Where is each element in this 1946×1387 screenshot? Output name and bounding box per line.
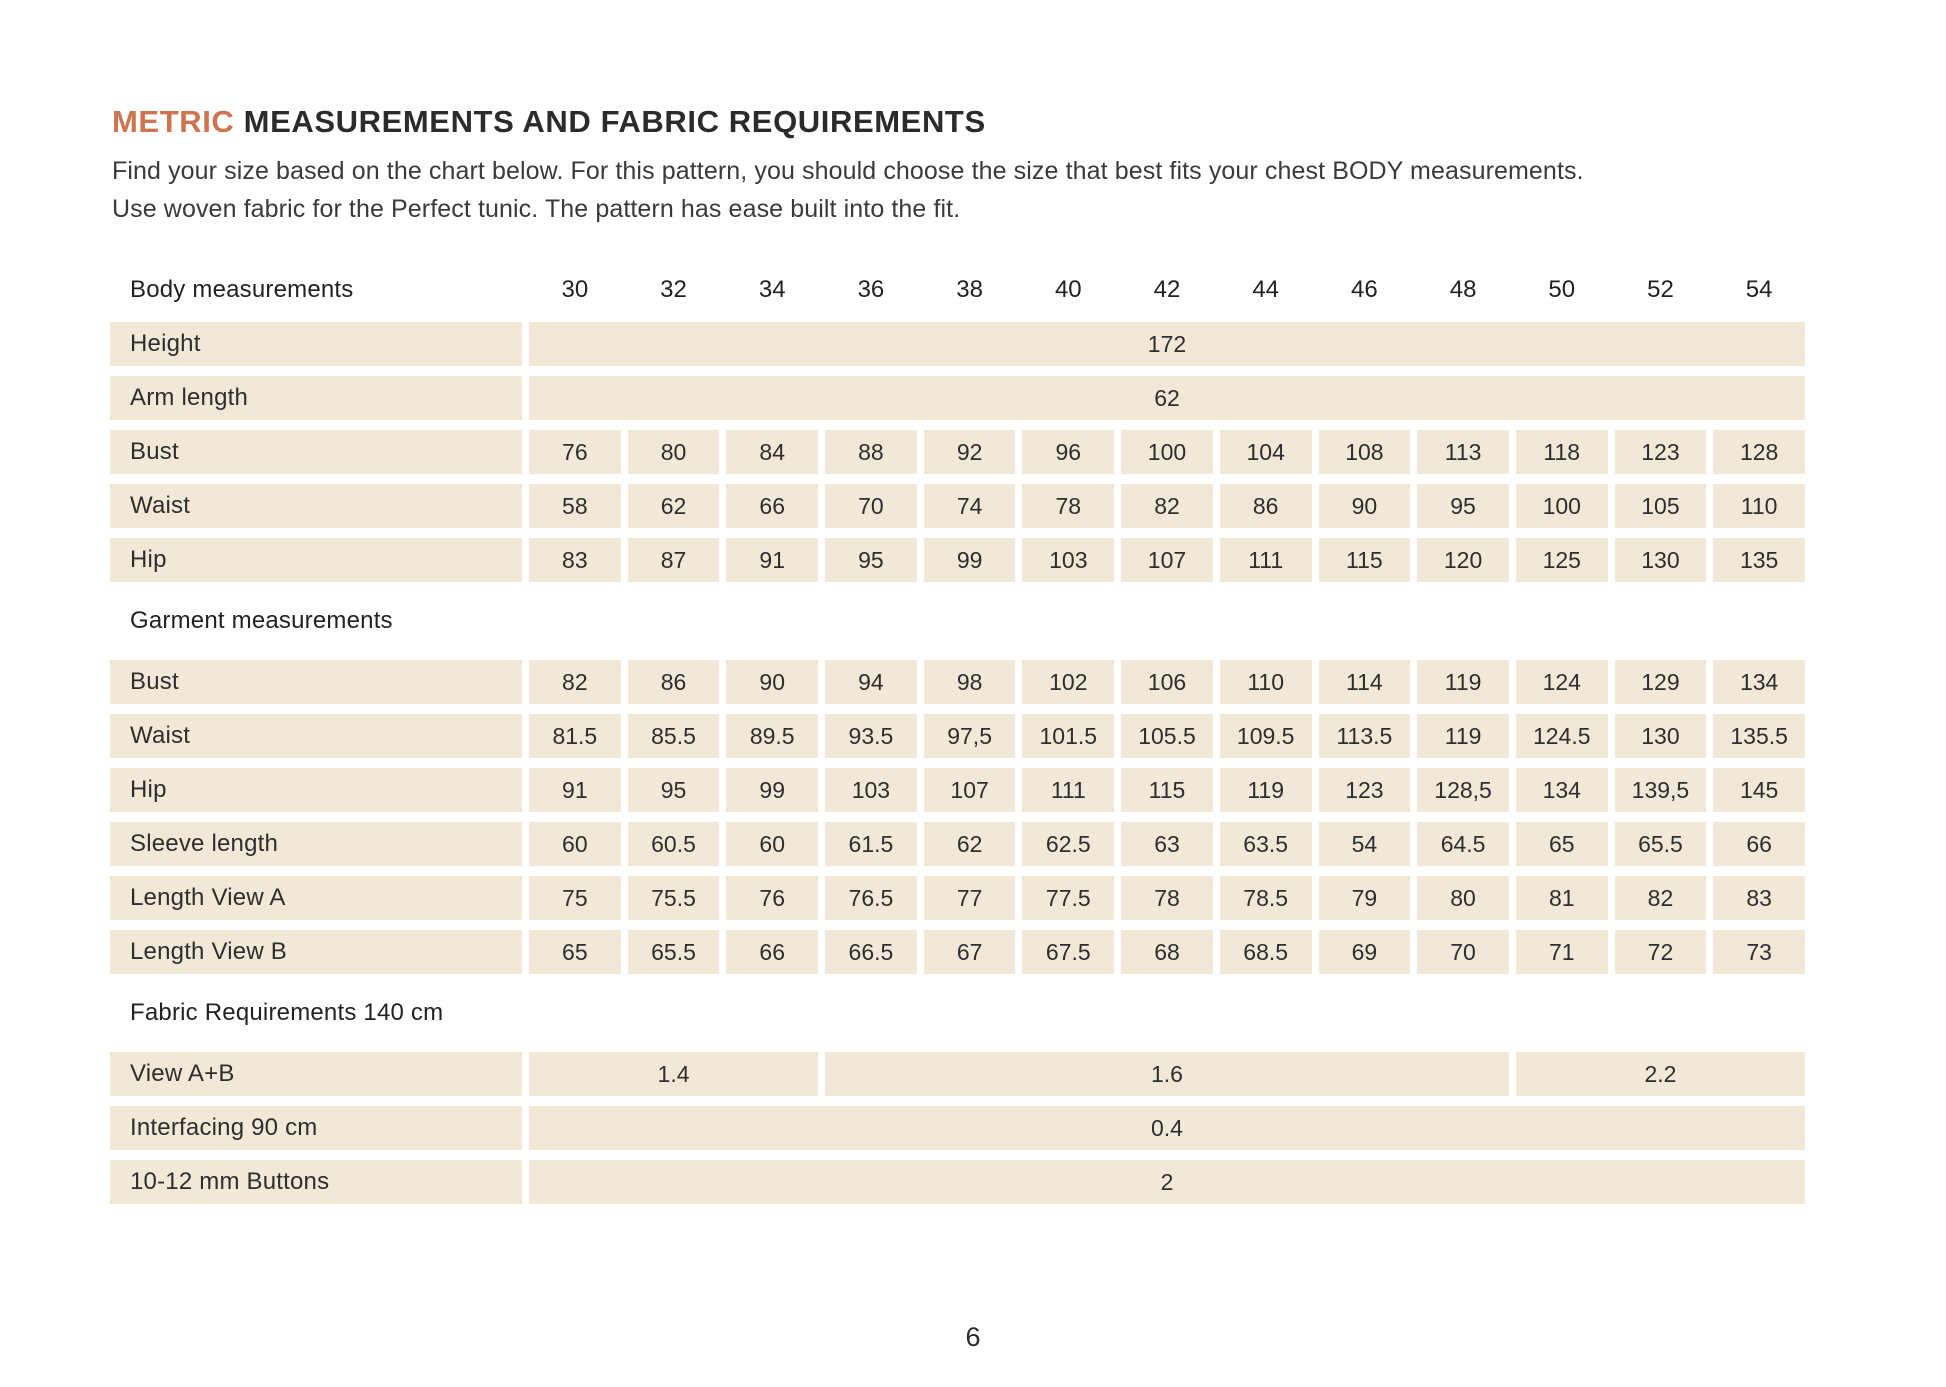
size-column-header: 40 <box>1054 276 1082 303</box>
table-cell: 82 <box>1121 484 1213 528</box>
table-cell: 97,5 <box>924 714 1016 758</box>
table-cell: 54 <box>1319 822 1411 866</box>
table-row-label: Length View A <box>110 876 522 920</box>
table-section-header: Fabric Requirements 140 cm <box>110 984 1805 1042</box>
size-column-header: 32 <box>660 276 687 303</box>
size-column-header: 44 <box>1252 276 1280 303</box>
table-cell: 100 <box>1121 430 1213 474</box>
table-cell: 94 <box>825 660 917 704</box>
table-cell: 78 <box>1022 484 1114 528</box>
table-cell: 102 <box>1022 660 1114 704</box>
document-page <box>110 0 1805 1204</box>
table-cell: 89.5 <box>726 714 818 758</box>
table-cell: 82 <box>529 660 621 704</box>
table-cell: 99 <box>924 538 1016 582</box>
table-cell: 134 <box>1516 768 1608 812</box>
table-cell: 134 <box>1713 660 1805 704</box>
table-cell: 114 <box>1319 660 1411 704</box>
table-cell: 111 <box>1022 768 1114 812</box>
table-cell: 73 <box>1713 930 1805 974</box>
table-cell: 113.5 <box>1319 714 1411 758</box>
table-cell: 77 <box>924 876 1016 920</box>
table-cell: 107 <box>1121 538 1213 582</box>
table-cell: 82 <box>1615 876 1707 920</box>
table-span-cell: 2 <box>529 1160 1805 1204</box>
table-cell: 95 <box>825 538 917 582</box>
table-cell: 75 <box>529 876 621 920</box>
table-cell: 105 <box>1615 484 1707 528</box>
table-cell: 80 <box>628 430 720 474</box>
table-cell: 125 <box>1516 538 1608 582</box>
table-cell: 90 <box>1319 484 1411 528</box>
size-column-header: 54 <box>1745 276 1773 303</box>
table-cell: 75.5 <box>628 876 720 920</box>
size-column-header: 30 <box>561 276 589 303</box>
intro-text <box>112 152 1805 228</box>
table-row-label: Hip <box>110 768 522 812</box>
table-cell: 109.5 <box>1220 714 1312 758</box>
table-cell: 115 <box>1319 538 1411 582</box>
table-cell: 95 <box>628 768 720 812</box>
table-cell: 111 <box>1220 538 1312 582</box>
size-column-header: 52 <box>1647 276 1674 303</box>
table-cell: 145 <box>1713 768 1805 812</box>
table-cell: 91 <box>529 768 621 812</box>
table-cell: 104 <box>1220 430 1312 474</box>
table-cell: 78 <box>1121 876 1213 920</box>
table-cell: 65.5 <box>628 930 720 974</box>
table-row-label: Arm length <box>110 376 522 420</box>
intro-line-1: Find your size based on the chart below. For this pattern, you should choose the size that best fits your chest BODY measurements. <box>112 157 1584 185</box>
table-cell: 60 <box>726 822 818 866</box>
table-row-label: View A+B <box>110 1052 522 1096</box>
intro-line-2: Use woven fabric for the Perfect tunic. The pattern has ease built into the fit. <box>112 195 961 223</box>
table-cell: 130 <box>1615 714 1707 758</box>
table-cell: 115 <box>1121 768 1213 812</box>
table-cell: 86 <box>1220 484 1312 528</box>
table-cell: 72 <box>1615 930 1707 974</box>
table-cell: 64.5 <box>1417 822 1509 866</box>
table-cell: 66 <box>726 484 818 528</box>
table-cell: 70 <box>825 484 917 528</box>
table-cell: 63 <box>1121 822 1213 866</box>
table-span-cell: 2.2 <box>1516 1052 1805 1096</box>
size-column-header: 50 <box>1548 276 1576 303</box>
table-span-cell: 0.4 <box>529 1106 1805 1150</box>
table-cell: 74 <box>924 484 1016 528</box>
table-row-label: Sleeve length <box>110 822 522 866</box>
table-cell: 62 <box>628 484 720 528</box>
table-cell: 135.5 <box>1713 714 1805 758</box>
table-cell: 83 <box>1713 876 1805 920</box>
table-cell: 108 <box>1319 430 1411 474</box>
table-cell: 105.5 <box>1121 714 1213 758</box>
table-cell: 70 <box>1417 930 1509 974</box>
size-column-header: 48 <box>1449 276 1477 303</box>
table-header-body-measurements: Body measurements <box>110 268 522 312</box>
table-cell: 86 <box>628 660 720 704</box>
table-cell: 67 <box>924 930 1016 974</box>
table-cell: 92 <box>924 430 1016 474</box>
table-cell: 76.5 <box>825 876 917 920</box>
table-cell: 62 <box>924 822 1016 866</box>
table-cell: 130 <box>1615 538 1707 582</box>
table-cell: 76 <box>529 430 621 474</box>
table-cell: 95 <box>1417 484 1509 528</box>
table-cell: 71 <box>1516 930 1608 974</box>
table-cell: 103 <box>1022 538 1114 582</box>
table-cell: 107 <box>924 768 1016 812</box>
table-cell: 69 <box>1319 930 1411 974</box>
table-cell: 120 <box>1417 538 1509 582</box>
table-row-label: Waist <box>110 484 522 528</box>
table-cell: 124 <box>1516 660 1608 704</box>
table-span-cell: 1.6 <box>825 1052 1509 1096</box>
table-row-label: Height <box>110 322 522 366</box>
table-cell: 119 <box>1220 768 1312 812</box>
size-column-header: 46 <box>1351 276 1378 303</box>
table-cell: 124.5 <box>1516 714 1608 758</box>
table-cell: 60 <box>529 822 621 866</box>
table-cell: 135 <box>1713 538 1805 582</box>
table-cell: 90 <box>726 660 818 704</box>
table-row-label: Waist <box>110 714 522 758</box>
table-span-cell: 62 <box>529 376 1805 420</box>
table-row-label: Bust <box>110 430 522 474</box>
table-cell: 61.5 <box>825 822 917 866</box>
table-cell: 68 <box>1121 930 1213 974</box>
table-cell: 65 <box>529 930 621 974</box>
table-cell: 66 <box>1713 822 1805 866</box>
table-cell: 65.5 <box>1615 822 1707 866</box>
table-row-label: Length View B <box>110 930 522 974</box>
table-row-label: Bust <box>110 660 522 704</box>
table-cell: 84 <box>726 430 818 474</box>
table-section-header: Garment measurements <box>110 592 1805 650</box>
table-cell: 91 <box>726 538 818 582</box>
page-title <box>112 104 1805 140</box>
table-span-cell: 172 <box>529 322 1805 366</box>
table-row-label: Interfacing 90 cm <box>110 1106 522 1150</box>
size-column-header: 42 <box>1153 276 1181 303</box>
table-cell: 128 <box>1713 430 1805 474</box>
table-cell: 96 <box>1022 430 1114 474</box>
table-cell: 81.5 <box>529 714 621 758</box>
table-cell: 110 <box>1220 660 1312 704</box>
table-cell: 118 <box>1516 430 1608 474</box>
table-cell: 88 <box>825 430 917 474</box>
table-cell: 103 <box>825 768 917 812</box>
table-cell: 100 <box>1516 484 1608 528</box>
table-cell: 106 <box>1121 660 1213 704</box>
table-cell: 123 <box>1615 430 1707 474</box>
table-cell: 62.5 <box>1022 822 1114 866</box>
size-table <box>110 268 1805 1204</box>
table-span-cell: 1.4 <box>529 1052 818 1096</box>
size-column-header: 36 <box>857 276 885 303</box>
table-cell: 139,5 <box>1615 768 1707 812</box>
table-cell: 101.5 <box>1022 714 1114 758</box>
table-row-label: 10-12 mm Buttons <box>110 1160 522 1204</box>
table-cell: 87 <box>628 538 720 582</box>
table-cell: 98 <box>924 660 1016 704</box>
table-cell: 83 <box>529 538 621 582</box>
table-cell: 119 <box>1417 714 1509 758</box>
table-cell: 81 <box>1516 876 1608 920</box>
table-cell: 128,5 <box>1417 768 1509 812</box>
table-cell: 65 <box>1516 822 1608 866</box>
table-cell: 80 <box>1417 876 1509 920</box>
table-cell: 113 <box>1417 430 1509 474</box>
size-column-header: 34 <box>758 276 786 303</box>
table-cell: 129 <box>1615 660 1707 704</box>
table-cell: 76 <box>726 876 818 920</box>
table-cell: 78.5 <box>1220 876 1312 920</box>
table-cell: 93.5 <box>825 714 917 758</box>
page-title-rest: MEASUREMENTS AND FABRIC REQUIREMENTS <box>234 104 986 139</box>
table-cell: 119 <box>1417 660 1509 704</box>
table-cell: 99 <box>726 768 818 812</box>
page-number: 6 <box>965 1322 981 1352</box>
table-cell: 58 <box>529 484 621 528</box>
size-column-header: 38 <box>956 276 983 303</box>
table-cell: 66.5 <box>825 930 917 974</box>
table-cell: 63.5 <box>1220 822 1312 866</box>
table-cell: 67.5 <box>1022 930 1114 974</box>
table-cell: 77.5 <box>1022 876 1114 920</box>
table-cell: 68.5 <box>1220 930 1312 974</box>
table-cell: 60.5 <box>628 822 720 866</box>
table-cell: 123 <box>1319 768 1411 812</box>
table-cell: 110 <box>1713 484 1805 528</box>
table-cell: 66 <box>726 930 818 974</box>
table-cell: 79 <box>1319 876 1411 920</box>
page-title-highlight: METRIC <box>112 104 235 139</box>
table-cell: 85.5 <box>628 714 720 758</box>
table-row-label: Hip <box>110 538 522 582</box>
